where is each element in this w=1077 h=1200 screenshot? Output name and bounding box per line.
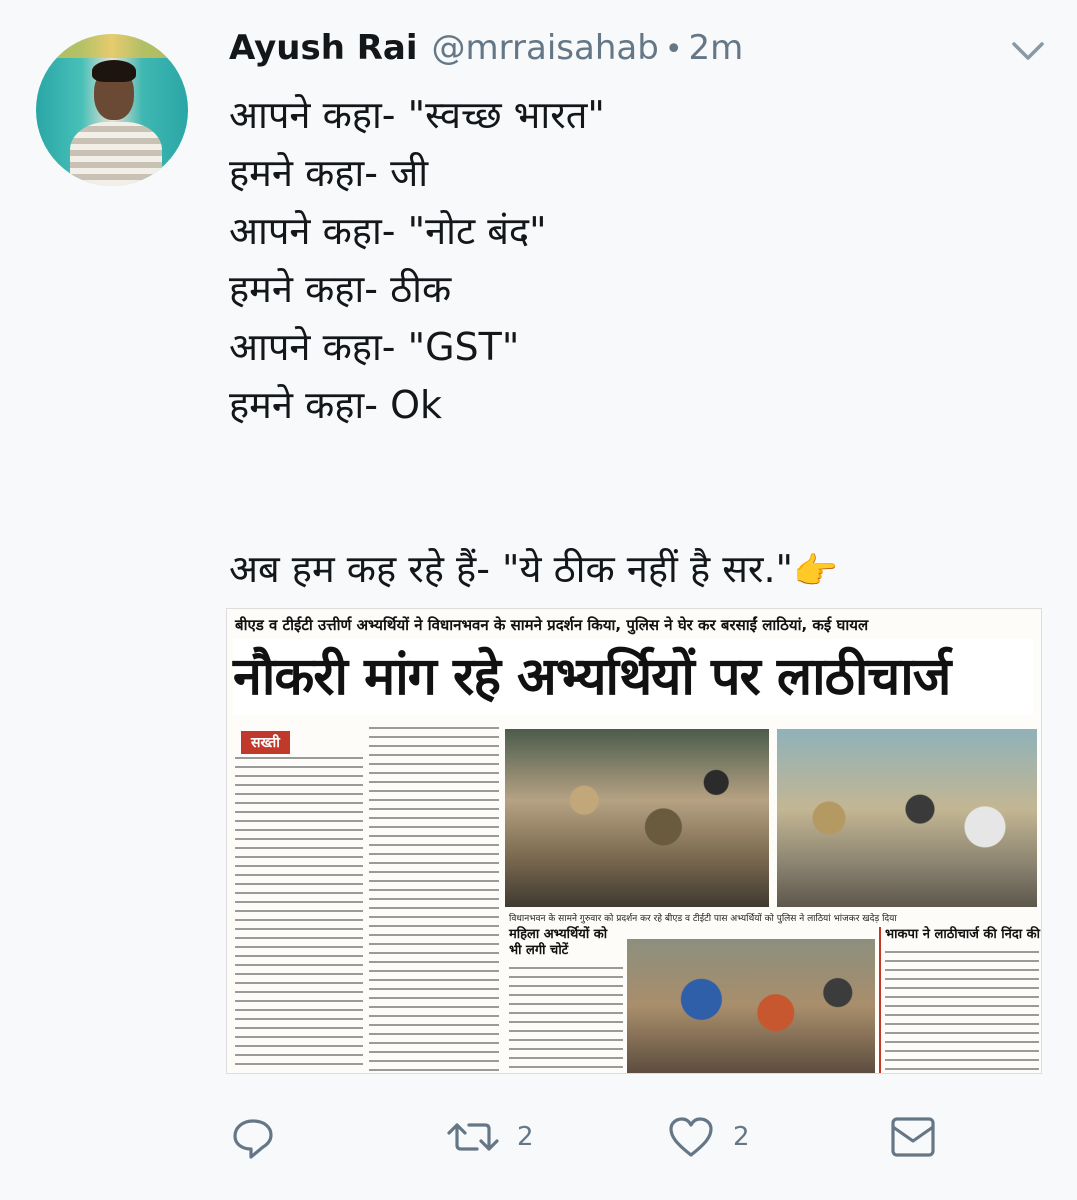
newspaper-photo-police (777, 729, 1037, 907)
avatar-hair (92, 60, 136, 82)
tweet-line: आपने कहा- "नोट बंद" (229, 209, 547, 253)
avatar-shirt (70, 122, 162, 186)
box-heading: भाकपा ने लाठीचार्ज की निंदा की (885, 927, 1041, 942)
tweet-line: आपने कहा- "GST" (229, 325, 520, 369)
tweet-line: हमने कहा- Ok (229, 383, 442, 427)
avatar-background (36, 34, 188, 58)
tweet-header (229, 28, 743, 74)
chevron-down-icon[interactable] (1010, 40, 1046, 62)
like-icon (667, 1113, 715, 1161)
tweet-actions (229, 1112, 1049, 1162)
newspaper-headline: नौकरी मांग रहे अभ्यर्थियों पर लाठीचार्ज (233, 639, 1033, 715)
tweet-text (229, 86, 1049, 434)
tweet-line: आपने कहा- "स्वच्छ भारत" (229, 93, 605, 137)
like-count: 2 (733, 1122, 750, 1152)
newspaper-box-women (509, 927, 623, 1073)
newspaper-photo-crowd (505, 729, 769, 907)
retweet-icon (447, 1113, 499, 1161)
retweet-count: 2 (517, 1122, 534, 1152)
newspaper-box-cpi (879, 927, 1042, 1073)
retweet-button[interactable] (447, 1112, 534, 1162)
box-text (509, 967, 623, 1071)
box-heading: महिला अभ्यर्थियों को भी लगी चोटें (509, 927, 608, 958)
box-text (885, 951, 1039, 1071)
tweet-line: अब हम कह रहे हैं- "ये ठीक नहीं है सर." (229, 547, 794, 591)
avatar[interactable] (36, 34, 188, 186)
reply-button[interactable] (229, 1112, 277, 1162)
newspaper-column-text (369, 727, 499, 1073)
tweet-last-line (229, 540, 838, 601)
newspaper-photo-injured (627, 939, 875, 1073)
separator-dot: • (664, 32, 683, 67)
like-button[interactable] (667, 1112, 750, 1162)
tweet-line: हमने कहा- जी (229, 151, 429, 195)
pointing-hand-icon: 👉 (793, 550, 838, 592)
reply-icon (229, 1113, 277, 1161)
newspaper-column-text (235, 757, 363, 1069)
newspaper-subhead: बीएड व टीईटी उत्तीर्ण अभ्यर्थियों ने विधानभवन के सामने प्रदर्शन किया, पुलिस ने घेर कर बरसाईं लाठियां, कई घायल (235, 616, 869, 634)
newspaper-badge: सख्ती (241, 731, 290, 754)
author-handle[interactable]: @mrraisahab (431, 28, 659, 68)
newspaper-image[interactable] (226, 608, 1042, 1074)
tweet-line: हमने कहा- ठीक (229, 267, 452, 311)
message-button[interactable] (889, 1112, 937, 1162)
photo-caption: विधानभवन के सामने गुरुवार को प्रदर्शन कर रहे बीएड व टीईटी पास अभ्यर्थियों को पुलिस ने लाठियां भांजकर खदेड़ दिया (509, 914, 897, 924)
tweet-time[interactable]: 2m (688, 28, 744, 68)
message-icon (889, 1113, 937, 1161)
author-name[interactable]: Ayush Rai (229, 28, 418, 68)
